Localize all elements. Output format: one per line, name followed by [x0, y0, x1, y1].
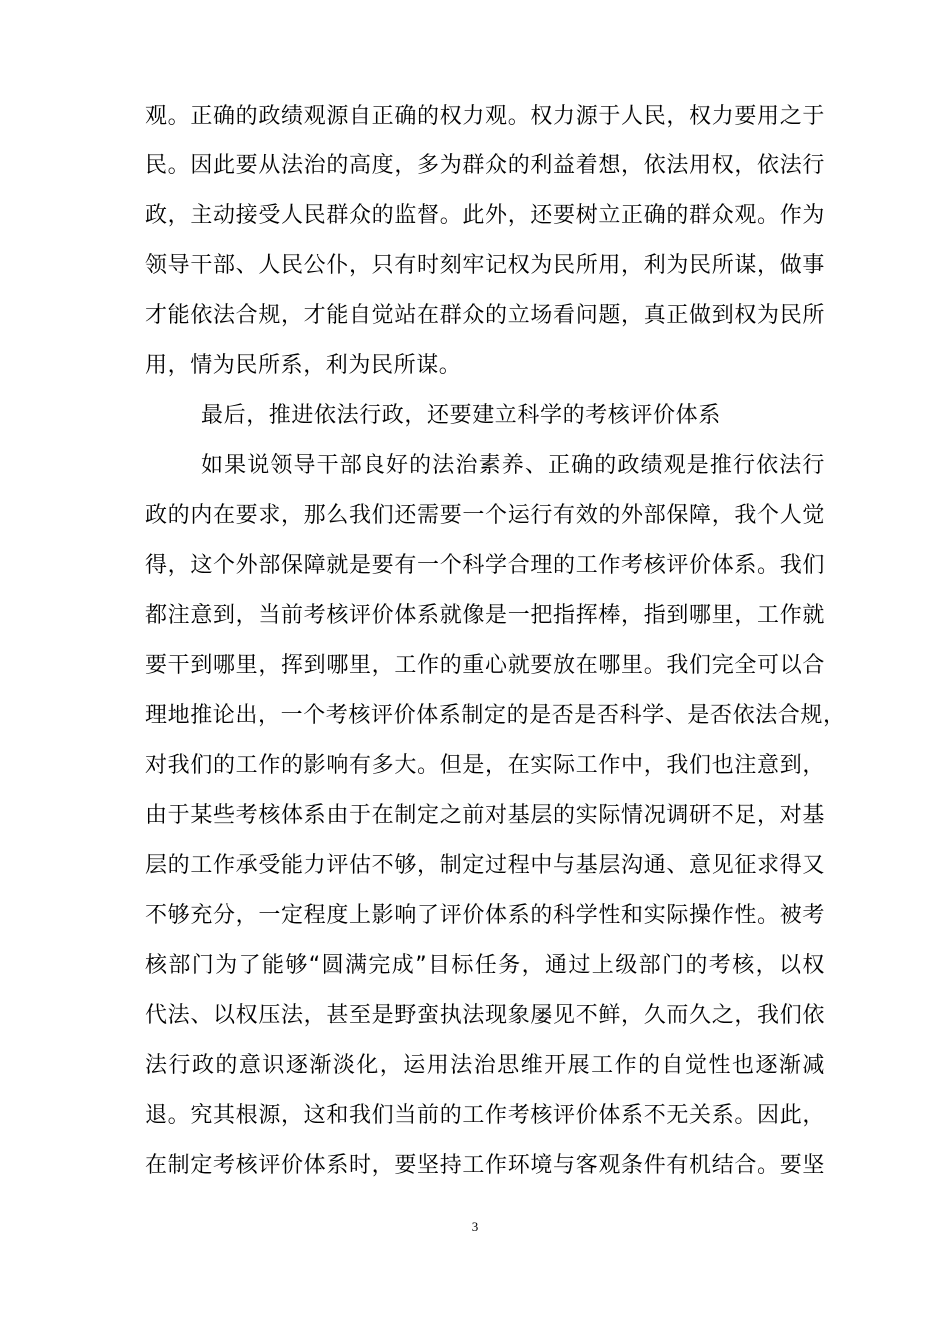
text-line: 领导干部、人民公仆，只有时刻牢记权为民所用，利为民所谋，做事 [145, 253, 825, 278]
text-line: 要干到哪里，挥到哪里，工作的重心就要放在哪里。我们完全可以合 [145, 653, 825, 678]
text-line: 用，情为民所系，利为民所谋。 [145, 353, 462, 378]
page-number: 3 [471, 1219, 479, 1234]
text-line: 由于某些考核体系由于在制定之前对基层的实际情况调研不足，对基 [145, 803, 825, 828]
text-line: 如果说领导干部良好的法治素养、正确的政绩观是推行依法行 [201, 453, 825, 478]
text-line: 民。因此要从法治的高度，多为群众的利益着想，依法用权，依法行 [145, 153, 825, 178]
section-heading: 最后，推进依法行政，还要建立科学的考核评价体系 [201, 403, 721, 428]
text-line: 退。究其根源，这和我们当前的工作考核评价体系不无关系。因此， [145, 1103, 825, 1128]
text-line: 不够充分，一定程度上影响了评价体系的科学性和实际操作性。被考 [145, 903, 825, 928]
text-line: 政，主动接受人民群众的监督。此外，还要树立正确的群众观。作为 [145, 203, 825, 228]
text-line: 观。正确的政绩观源自正确的权力观。权力源于人民，权力要用之于 [145, 104, 825, 129]
text-line: 理地推论出，一个考核评价体系制定的是否是否科学、是否依法合规， [145, 703, 846, 728]
text-line: 政的内在要求，那么我们还需要一个运行有效的外部保障，我个人觉 [145, 503, 825, 528]
text-line: 代法、以权压法，甚至是野蛮执法现象屡见不鲜，久而久之，我们依 [145, 1003, 825, 1028]
text-line: 法行政的意识逐渐淡化，运用法治思维开展工作的自觉性也逐渐减 [145, 1053, 825, 1078]
text-line: 得，这个外部保障就是要有一个科学合理的工作考核评价体系。我们 [145, 553, 825, 578]
text-line: 都注意到，当前考核评价体系就像是一把指挥棒，指到哪里，工作就 [145, 603, 825, 628]
text-line: 核部门为了能够“圆满完成”目标任务，通过上级部门的考核，以权 [145, 953, 825, 978]
text-line: 在制定考核评价体系时，要坚持工作环境与客观条件有机结合。要坚 [145, 1153, 825, 1178]
text-line: 才能依法合规，才能自觉站在群众的立场看问题，真正做到权为民所 [145, 303, 825, 328]
text-line: 对我们的工作的影响有多大。但是，在实际工作中，我们也注意到， [145, 753, 825, 778]
text-line: 层的工作承受能力评估不够，制定过程中与基层沟通、意见征求得又 [145, 853, 825, 878]
